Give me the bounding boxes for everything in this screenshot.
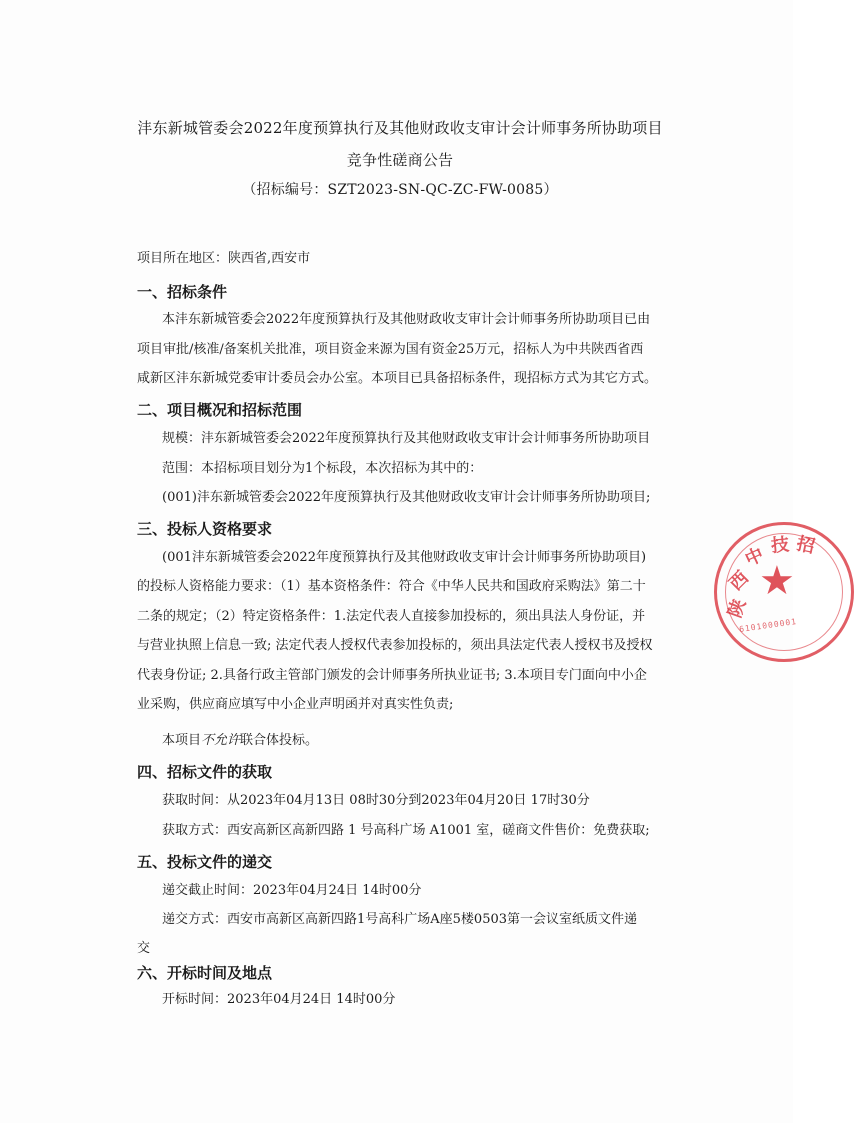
paragraph-line: (001沣东新城管委会2022年度预算执行及其他财政收支审计会计师事务所协助项目) <box>162 550 647 565</box>
paragraph-line: 获取时间：从2023年04月13日 08时30分到2023年04月20日 17时30分 <box>162 793 590 808</box>
section-heading-document-acquisition: 四、招标文件的获取 <box>137 763 273 781</box>
seal-char: 招 <box>794 533 817 558</box>
consortium-note-post: 联合体投标。 <box>240 733 319 748</box>
document-subtitle: 竞争性磋商公告 <box>346 151 454 169</box>
seal-number: 6101000001 <box>738 616 798 635</box>
official-seal <box>714 522 854 662</box>
consortium-note-pre: 本项目 <box>162 733 202 748</box>
paragraph-line: 范围：本招标项目划分为1个标段，本次招标为其中的： <box>162 461 483 476</box>
consortium-note <box>162 732 318 750</box>
paragraph-line: 与营业执照上信息一致; 法定代表人授权代表参加投标的，须出具法定代表人授权书及授权 <box>137 638 653 653</box>
paragraph-line: 本沣东新城管委会2022年度预算执行及其他财政收支审计会计师事务所协助项目已由 <box>162 312 651 327</box>
project-region: 项目所在地区：陕西省,西安市 <box>137 251 311 266</box>
paragraph-line: 咸新区沣东新城党委审计委员会办公室。本项目已具备招标条件，现招标方式为其它方式。 <box>137 371 658 386</box>
seal-char: 中 <box>742 544 768 571</box>
section-heading-bid-opening: 六、开标时间及地点 <box>137 964 273 982</box>
seal-inner-ring <box>725 533 843 651</box>
paragraph-line: 递交截止时间：2023年04月24日 14时00分 <box>162 883 422 898</box>
section-heading-bid-submission: 五、投标文件的递交 <box>137 853 273 871</box>
paragraph-line: 交 <box>137 941 151 956</box>
seal-char: 陕 <box>724 596 751 621</box>
section-heading-qualification: 三、投标人资格要求 <box>137 520 273 538</box>
paragraph-line: 开标时间：2023年04月24日 14时00分 <box>162 992 396 1007</box>
seal-star-icon: ★ <box>759 558 795 604</box>
paragraph-line: 递交方式：西安市高新区高新四路1号高科广场A座5楼0503第一会议室纸质文件递 <box>162 912 638 927</box>
seal-char: 技 <box>770 534 791 557</box>
paragraph-line: (001)沣东新城管委会2022年度预算执行及其他财政收支审计会计师事务所协助项目; <box>162 490 651 505</box>
paragraph-line: 代表身份证; 2.具备行政主管部门颁发的会计师事务所执业证书; 3.本项目专门面向中小企 <box>137 668 647 683</box>
paragraph-line: 二条的规定；（2）特定资格条件：1.法定代表人直接参加投标的，须出具法人身份证，并 <box>137 609 646 624</box>
section-heading-tender-conditions: 一、招标条件 <box>137 283 228 301</box>
document-title: 沣东新城管委会2022年度预算执行及其他财政收支审计会计师事务所协助项目 <box>137 119 663 137</box>
paragraph-line: 获取方式：西安高新区高新四路 1 号高科广场 A1001 室，磋商文件售价：免费获取; <box>162 823 650 838</box>
paragraph-line: 项目审批/核准/备案机关批准，项目资金来源为国有资金25万元，招标人为中共陕西省西 <box>137 342 644 357</box>
paragraph-line: 规模：沣东新城管委会2022年度预算执行及其他财政收支审计会计师事务所协助项目 <box>162 431 651 446</box>
seal-char: 西 <box>725 567 753 595</box>
consortium-note-emphasis: 不允许 <box>201 733 241 748</box>
paragraph-line: 的投标人资格能力要求：（1）基本资格条件：符合《中华人民共和国政府采购法》第二十 <box>137 579 646 594</box>
tender-number: （招标编号：SZT2023-SN-QC-ZC-FW-0085） <box>242 182 558 198</box>
section-heading-project-overview: 二、项目概况和招标范围 <box>137 401 303 419</box>
paragraph-line: 业采购，供应商应填写中小企业声明函并对真实性负责; <box>137 697 454 712</box>
